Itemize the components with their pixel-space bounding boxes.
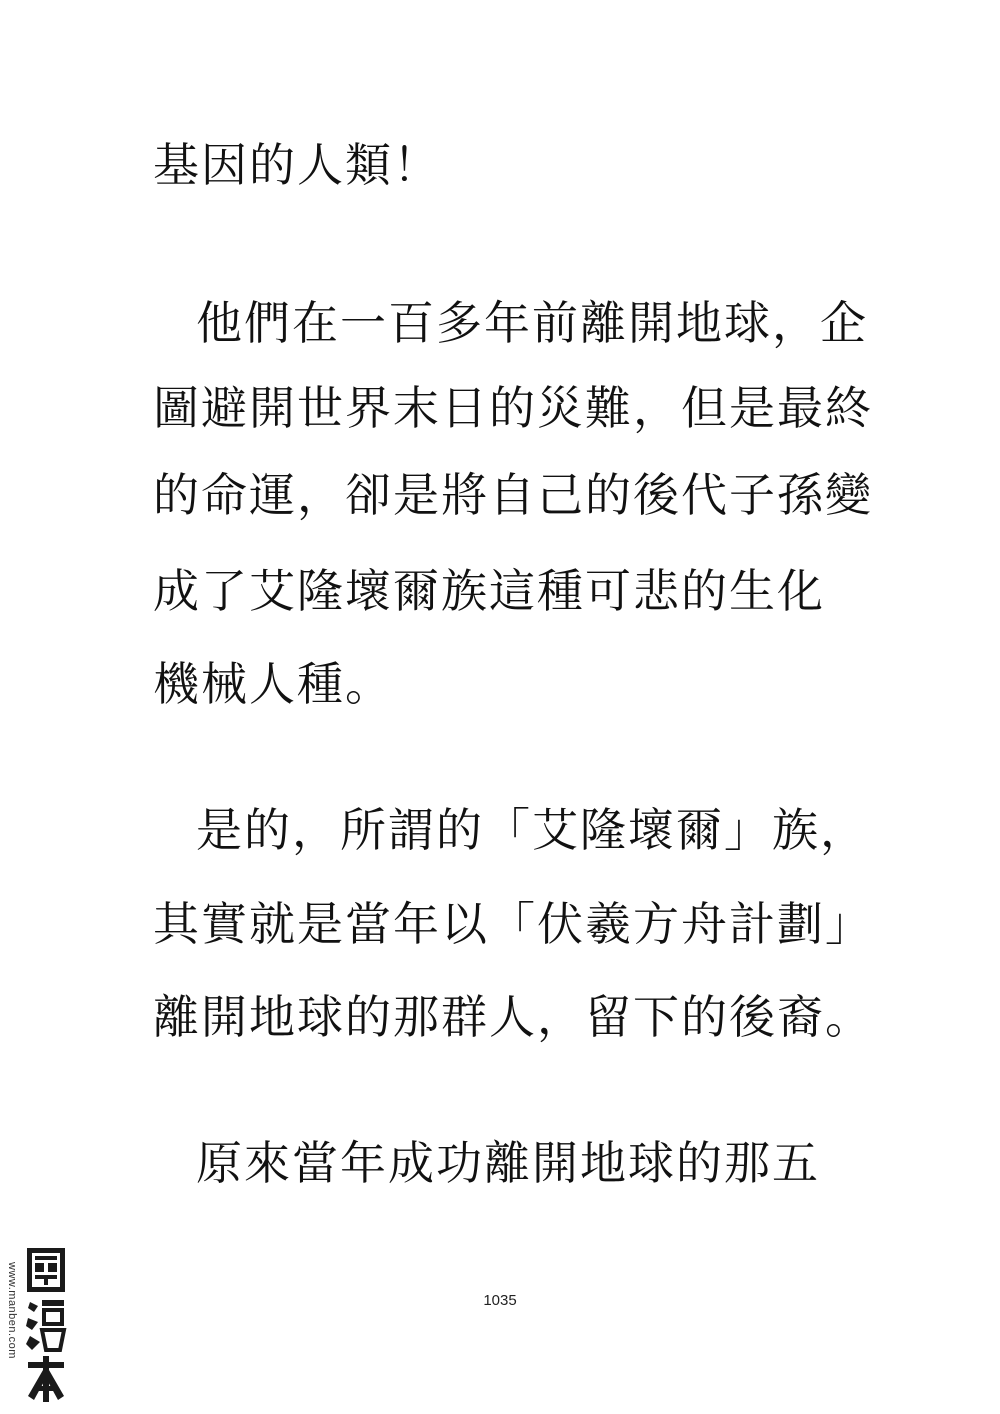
text-line: 的命運，卻是將自己的後代子孫變	[153, 468, 873, 522]
text-line: 離開地球的那群人，留下的後裔。	[153, 990, 873, 1044]
text-line: 基因的人類！	[153, 138, 441, 192]
watermark-url: www.manben.com	[6, 1262, 18, 1359]
text-line: 其實就是當年以「伏羲方舟計劃」	[153, 897, 873, 951]
text-line: 他們在一百多年前離開地球，企	[196, 296, 868, 350]
text-line: 原來當年成功離開地球的那五	[196, 1136, 820, 1190]
text-line: 是的，所謂的「艾隆壞爾」族，	[196, 803, 868, 857]
watermark-logo-icon	[24, 1246, 68, 1406]
text-line: 成了艾隆壞爾族這種可悲的生化	[153, 564, 825, 618]
page-number: 1035	[483, 1292, 517, 1309]
text-line: 機械人種。	[153, 657, 393, 711]
text-line: 圖避開世界末日的災難，但是最終	[153, 381, 873, 435]
